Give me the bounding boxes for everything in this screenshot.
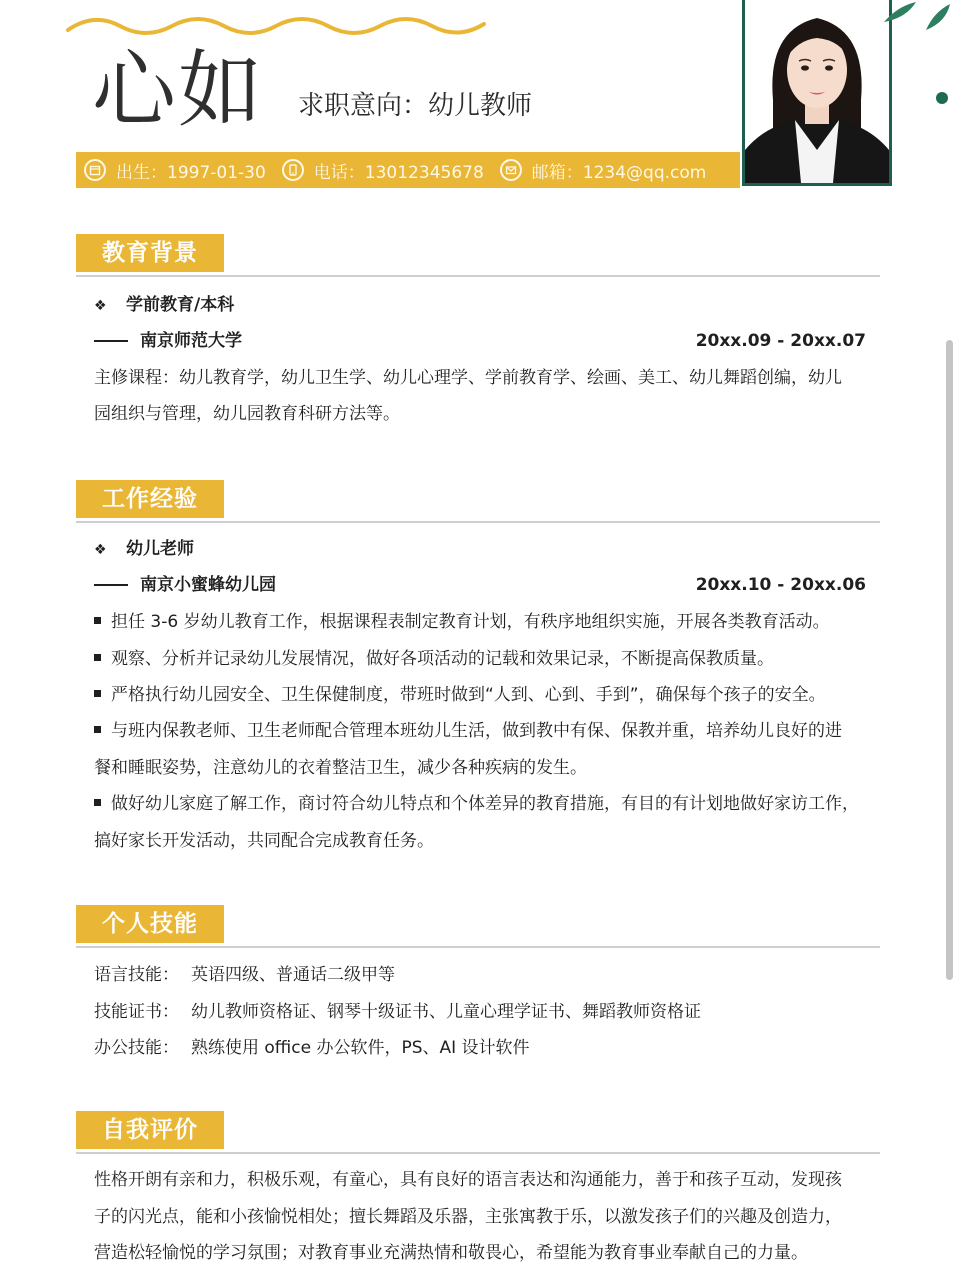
dash-line	[94, 584, 128, 586]
education-period: 20xx.09 - 20xx.07	[695, 331, 866, 351]
section-divider	[76, 275, 880, 277]
work-bullet	[94, 604, 872, 640]
skill-row-language	[94, 957, 872, 993]
skill-value: 英语四级、普通话二级甲等	[191, 965, 395, 985]
work-bullet-text: 做好幼儿家庭了解工作，商讨符合幼儿特点和个体差异的教育措施，有目的有计划地做好家访工作，	[111, 794, 859, 814]
decorative-leaves	[876, 0, 961, 110]
calendar-icon	[84, 159, 106, 181]
company-name: 南京小蜜蜂幼儿园	[140, 575, 276, 595]
contact-bar	[76, 152, 740, 188]
square-bullet-icon	[94, 654, 101, 661]
self-eval-line: 子的闪光点，能和小孩愉悦相处；擅长舞蹈及乐器，主张寓教于乐，以激发孩子们的兴趣及创造力，	[94, 1207, 842, 1227]
school-name: 南京师范大学	[140, 331, 242, 351]
square-bullet-icon	[94, 726, 101, 733]
work-bullet-continuation: 搞好家长开发活动，共同配合完成教育任务。	[94, 831, 434, 851]
work-company-row	[94, 567, 872, 603]
email-text: 邮箱：1234@qq.com	[531, 162, 707, 183]
scrollbar-thumb[interactable]	[946, 340, 953, 980]
contact-phone	[282, 158, 484, 183]
courses-line-1: 主修课程：幼儿教育学，幼儿卫生学、幼儿心理学、学前教育学、绘画、美工、幼儿舞蹈创编，幼儿	[94, 368, 842, 388]
section-divider	[76, 946, 880, 948]
section-divider	[76, 1152, 880, 1154]
work-bullet-text: 严格执行幼儿园安全、卫生保健制度，带班时做到“人到、心到、手到”，确保每个孩子的安全。	[111, 685, 826, 705]
profile-photo	[742, 0, 892, 186]
self-eval-line: 营造松轻愉悦的学习氛围；对教育事业充满热情和敬畏心，希望能为教育事业奉献自己的力量。	[94, 1243, 808, 1263]
work-bullet	[94, 641, 872, 677]
education-degree-row	[94, 287, 872, 324]
skill-label: 技能证书：	[94, 1002, 179, 1022]
square-bullet-icon	[94, 690, 101, 697]
skill-label: 语言技能：	[94, 965, 179, 985]
contact-email	[500, 158, 707, 183]
portrait-illustration	[745, 0, 889, 183]
phone-icon	[282, 159, 304, 181]
dash-line	[94, 340, 128, 342]
mail-icon	[500, 159, 522, 181]
square-bullet-icon	[94, 799, 101, 806]
role-text: 幼儿老师	[126, 539, 194, 559]
work-bullet	[94, 677, 872, 713]
skill-label: 办公技能：	[94, 1038, 179, 1058]
section-title-skills: 个人技能	[76, 905, 224, 943]
self-eval-line: 性格开朗有亲和力，积极乐观，有童心，具有良好的语言表达和沟通能力，善于和孩子互动，发现孩	[94, 1170, 842, 1190]
work-bullet-text: 与班内保教老师、卫生老师配合管理本班幼儿生活，做到教中有保、保教并重，培养幼儿良好的进	[111, 721, 842, 741]
section-title-work: 工作经验	[76, 480, 224, 518]
birth-text: 出生：1997-01-30	[116, 162, 266, 183]
courses-line-2: 园组织与管理，幼儿园教育科研方法等。	[94, 404, 400, 424]
section-title-self-eval: 自我评价	[76, 1111, 224, 1149]
work-bullet	[94, 713, 872, 749]
diamond-bullet-icon: ❖	[94, 298, 107, 314]
section-divider	[76, 521, 880, 523]
skill-row-office	[94, 1030, 872, 1066]
work-bullet-continuation: 餐和睡眠姿势，注意幼儿的衣着整洁卫生，减少各种疾病的发生。	[94, 758, 587, 778]
work-role-row	[94, 531, 872, 568]
square-bullet-icon	[94, 617, 101, 624]
job-intent: 求职意向：幼儿教师	[298, 91, 533, 121]
skill-value: 熟练使用 office 办公软件，PS、AI 设计软件	[191, 1038, 530, 1058]
contact-birth	[84, 158, 266, 183]
skill-row-certificates	[94, 994, 872, 1030]
education-school-row	[94, 323, 872, 359]
work-bullet-text: 观察、分析并记录幼儿发展情况，做好各项活动的记载和效果记录，不断提高保教质量。	[111, 649, 774, 669]
work-period: 20xx.10 - 20xx.06	[695, 575, 866, 595]
section-title-education: 教育背景	[76, 234, 224, 272]
phone-text: 电话：13012345678	[313, 162, 484, 183]
diamond-bullet-icon: ❖	[94, 542, 107, 558]
decorative-wave	[64, 8, 504, 42]
work-bullet-text: 担任 3-6 岁幼儿教育工作，根据课程表制定教育计划，有秩序地组织实施，开展各类教育活动。	[111, 612, 830, 632]
candidate-name: 心如	[92, 41, 265, 139]
skill-value: 幼儿教师资格证、钢琴十级证书、儿童心理学证书、舞蹈教师资格证	[191, 1002, 701, 1022]
work-bullet	[94, 786, 872, 822]
degree-text: 学前教育/本科	[126, 295, 235, 315]
